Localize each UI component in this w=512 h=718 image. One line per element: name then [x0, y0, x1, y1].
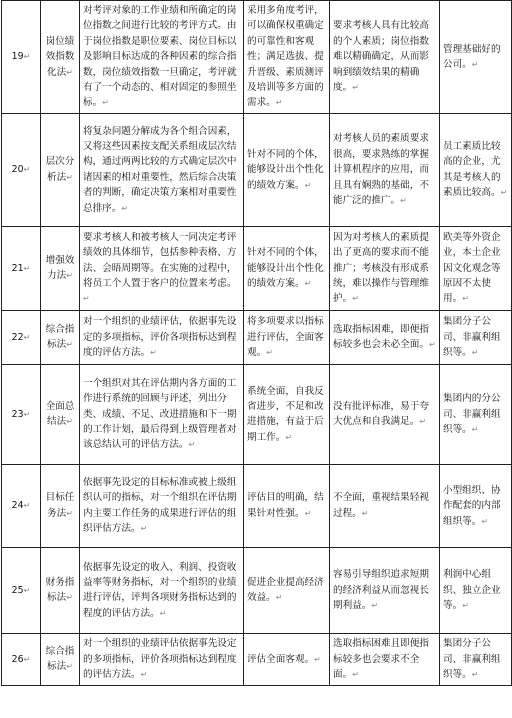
method-description: 对一个组织的业绩评估依据事先设定的多项指标，评价各项指标达到程度的评估方法。 [83, 638, 237, 681]
method-advantages: 针对不同的个体，能够设计出个性化的绩效方案。 [247, 247, 324, 290]
paragraph-mark-icon: ↵ [66, 67, 73, 77]
method-applicability: 员工素质比较高的企业，尤其是考核人的素质比较高。 [443, 141, 501, 199]
paragraph-mark-icon: ↵ [471, 348, 479, 358]
method-applicability: 管理基础好的公司。 [443, 43, 501, 70]
method-applicability: 集团分子公司、非赢利组织等。 [443, 316, 501, 359]
paragraph-mark-icon: ↵ [481, 516, 489, 526]
method-description: 要求考核人和被考核人一同决定考评绩效的具体细节，包括参种表格、方法、会晤周期等。在实施的过程中，将员工个人置于客户的位置来考虑。 [83, 231, 237, 290]
row-number: 23 [11, 408, 24, 420]
table-row [2, 1, 512, 114]
method-applicability: 欧美等外资企业，本土企业因文化观念等原因不太使用。 [443, 231, 501, 305]
table-row [2, 113, 512, 226]
method-name: 层次分析法 [45, 156, 75, 183]
paragraph-mark-icon: ↵ [23, 501, 31, 511]
method-applicability: 小型组织、协作配套的内部组织等。 [443, 484, 501, 527]
paragraph-mark-icon: ↵ [471, 425, 479, 435]
method-applicability: 集团内的分公司、非赢利组织等。 [443, 393, 501, 436]
method-advantages: 促进企业提高经济效益。 [247, 576, 324, 604]
row-number: 24 [11, 500, 24, 512]
paragraph-mark-icon: ↵ [83, 294, 90, 304]
method-advantages: 将多项要求以指标进行评估，全面客观。 [247, 316, 324, 359]
row-number: 21 [11, 262, 24, 274]
method-disadvantages: 要求考核人具有比较高的个人素质；岗位指数难以精确确定，从而影响到绩效结果的精确度。 [333, 20, 429, 94]
paragraph-mark-icon: ↵ [352, 83, 359, 93]
paragraph-mark-icon: ↵ [140, 670, 148, 680]
table-body [2, 1, 512, 686]
paragraph-mark-icon: ↵ [266, 348, 273, 358]
table-row [2, 633, 512, 685]
table-row [2, 547, 512, 633]
paragraph-mark-icon: ↵ [462, 294, 469, 304]
paragraph-mark-icon: ↵ [361, 508, 369, 518]
paragraph-mark-icon: ↵ [23, 654, 31, 664]
paragraph-mark-icon: ↵ [23, 52, 31, 62]
paragraph-mark-icon: ↵ [23, 263, 31, 273]
paragraph-mark-icon: ↵ [159, 608, 167, 618]
paragraph-mark-icon: ↵ [304, 180, 312, 190]
paragraph-mark-icon: ↵ [66, 593, 73, 603]
method-name: 财务指标法 [45, 576, 75, 604]
paragraph-mark-icon: ↵ [471, 59, 479, 69]
method-advantages: 评估目的明确，结果针对性强。 [247, 492, 324, 519]
paragraph-mark-icon: ↵ [121, 203, 129, 213]
paragraph-mark-icon: ↵ [66, 508, 73, 518]
paragraph-mark-icon: ↵ [140, 524, 148, 534]
paragraph-mark-icon: ↵ [102, 98, 109, 108]
method-disadvantages: 容易引导组织追求短期的经济利益从而忽视长期利益。 [333, 569, 429, 612]
method-disadvantages: 没有批评标准，易于夸大优点和自我满足。 [333, 400, 429, 428]
method-description: 对一个组织的业绩评估，依据事先设定的多项指标，评价各项指标达到程度的评估方法。 [83, 316, 237, 359]
method-name: 全面总结法 [45, 400, 75, 428]
paragraph-mark-icon: ↵ [275, 593, 283, 603]
method-applicability: 利润中心组织、独立企业等。 [443, 569, 501, 612]
method-disadvantages: 不全面，重视结果轻视过程。 [333, 492, 429, 519]
method-name: 综合指标法 [45, 323, 75, 351]
paragraph-mark-icon: ↵ [275, 98, 283, 108]
paragraph-mark-icon: ↵ [66, 340, 73, 350]
method-description: 一个组织对其在评估期内各方面的工作进行系统的回顾与评述，列出分类、成绩、不足、改进措施和下一期的工作计划，最后得到上级管理者对该总结认可的评估方法。 [83, 377, 237, 451]
method-advantages: 针对不同的个体，能够设计出个性化的绩效方案。 [247, 148, 324, 191]
method-advantages: 评估全面客观。 [247, 653, 315, 665]
row-number: 19 [11, 51, 24, 63]
method-description: 依据事先设定的目标标准或被上级组织认可的指标，对一个组织在评估期内主要工作任务的成果进行评估的组织评估方法。 [83, 477, 237, 535]
paragraph-mark-icon: ↵ [428, 340, 436, 350]
paragraph-mark-icon: ↵ [371, 601, 379, 611]
paragraph-mark-icon: ↵ [66, 271, 73, 281]
method-name: 岗位绩效指数化法 [45, 35, 75, 78]
method-name: 目标任务法 [45, 492, 75, 519]
paragraph-mark-icon: ↵ [462, 601, 469, 611]
paragraph-mark-icon: ↵ [23, 409, 31, 419]
method-description: 对考评对象的工作业绩和所确定的岗位指数之间进行比较的考评方式。由于岗位指数是职位要素、岗位目标以及影响目标达成的各种因素的综合指数，岗位绩效指数一旦确定，考评就有了一个动态的、相对固定的参照坐标。 [83, 5, 237, 109]
method-description: 依据事先设定的收入、利润、投资收益率等财务指标，对一个组织的业绩进行评估，评判各项财务指标达到的程度的评估方法。 [83, 561, 237, 619]
paragraph-mark-icon: ↵ [285, 432, 293, 442]
method-disadvantages: 选取指标困难且即便指标较多也会要求不全面。 [333, 638, 429, 681]
row-number: 20 [11, 164, 24, 176]
method-applicability: 集团分子公司、非赢利组织等。 [443, 638, 501, 681]
row-number: 22 [11, 331, 24, 343]
row-number: 25 [11, 584, 24, 596]
method-table [1, 0, 512, 686]
method-name: 增强效力法 [45, 254, 75, 282]
table-row [2, 226, 512, 310]
table-row [2, 310, 512, 364]
paragraph-mark-icon: ↵ [352, 670, 359, 680]
paragraph-mark-icon: ↵ [304, 279, 312, 289]
paragraph-mark-icon: ↵ [471, 670, 479, 680]
paragraph-mark-icon: ↵ [66, 662, 73, 672]
paragraph-mark-icon: ↵ [23, 165, 31, 175]
paragraph-mark-icon: ↵ [400, 195, 407, 205]
paragraph-mark-icon: ↵ [66, 172, 73, 182]
method-advantages: 采用多角度考评，可以确保权重确定的可靠性和客观性；满足选拔、提升晋级、素质测评及培训等多方面的需求。 [247, 5, 324, 109]
row-number: 26 [11, 653, 24, 665]
method-name: 综合指标法 [45, 645, 75, 673]
method-disadvantages: 因为对考核人的素质提出了更高的要求而不能推广；考核没有形成系统，难以操作与管理维护。 [333, 231, 429, 305]
method-description: 将复杂问题分解成为各个组合因素，又将这些因素按支配关系组成层次结构，通过两两比较的方式确定层次中诸因素的相对重要性，然后综合决策者的判断，确定决策方案相对重要性总排序。 [83, 125, 237, 214]
paragraph-mark-icon: ↵ [304, 508, 312, 518]
method-disadvantages: 对考核人员的素质要求很高，要求熟练的掌握计算机程序的应用，而且具有娴熟的基础，不能广泛的推广。 [333, 133, 429, 206]
paragraph-mark-icon: ↵ [419, 417, 427, 427]
table-row [2, 464, 512, 547]
paragraph-mark-icon: ↵ [23, 585, 31, 595]
paragraph-mark-icon: ↵ [188, 440, 196, 450]
table-row [2, 364, 512, 464]
paragraph-mark-icon: ↵ [352, 294, 359, 304]
method-disadvantages: 选取指标困难，即便指标较多也会未必全面。 [333, 323, 429, 351]
paragraph-mark-icon: ↵ [150, 348, 157, 358]
paragraph-mark-icon: ↵ [66, 417, 73, 427]
paragraph-mark-icon: ↵ [500, 188, 508, 198]
method-advantages: 系统全面，自我反省进步，不足和改进措施，有益于后期工作。 [247, 385, 324, 443]
paragraph-mark-icon: ↵ [314, 654, 321, 664]
paragraph-mark-icon: ↵ [23, 332, 31, 342]
